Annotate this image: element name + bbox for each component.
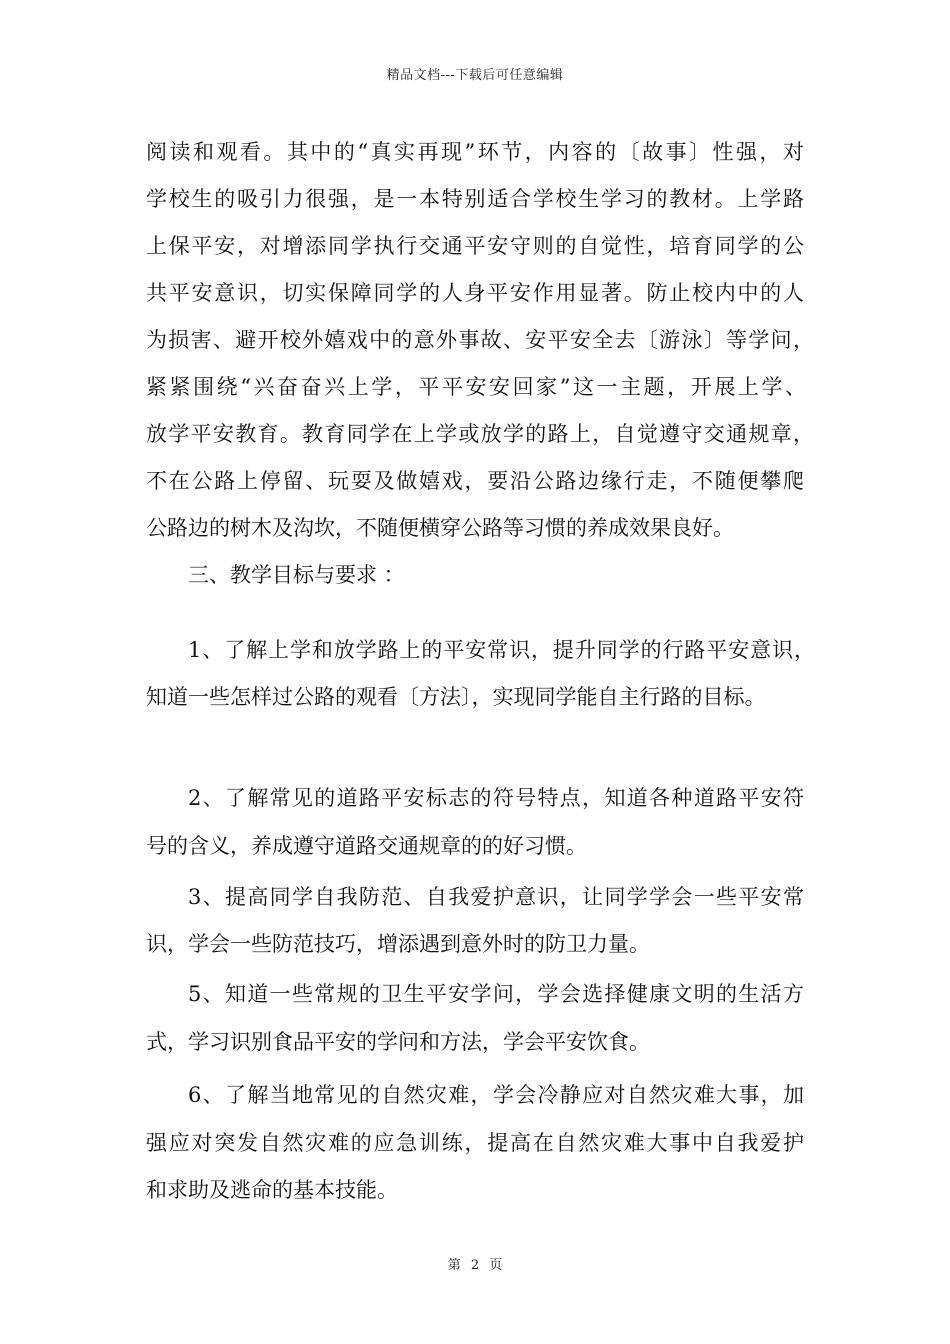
page-header: 精品文档---下载后可任意编辑 bbox=[386, 68, 564, 83]
text-line: 和求助及逃命的基本技能。 bbox=[146, 1178, 398, 1202]
text-line: 阅读和观看。其中的“真实再现”环节，内容的〔故事〕性强，对 bbox=[146, 140, 804, 164]
text-line: 6、了解当地常见的自然灾难，学会冷静应对自然灾难大事，加 bbox=[188, 1083, 804, 1107]
text-line: 识，学会一些防范技巧，增添遇到意外时的防卫力量。 bbox=[146, 932, 650, 956]
text-line: 放学平安教育。教育同学在上学或放学的路上，自觉遵守交通规章， bbox=[146, 422, 814, 446]
page-number: 第 2 页 bbox=[447, 1258, 503, 1273]
text-line: 号的含义，养成遵守道路交通规章的的好习惯。 bbox=[146, 834, 587, 858]
text-line: 1、了解上学和放学路上的平安常识，提升同学的行路平安意识， bbox=[188, 638, 815, 662]
text-line: 知道一些怎样过公路的观看〔方法〕，实现同学能自主行路的目标。 bbox=[146, 685, 766, 709]
text-line: 3、提高同学自我防范、自我爱护意识，让同学学会一些平安常 bbox=[188, 885, 804, 909]
text-line: 为损害、避开校外嬉戏中的意外事故、安平安全去〔游泳〕等学问， bbox=[146, 328, 814, 352]
text-line: 不在公路上停留、玩耍及做嬉戏，要沿公路边缘行走，不随便攀爬 bbox=[146, 469, 804, 493]
text-line: 公路边的树木及沟坎，不随便横穿公路等习惯的养成效果良好。 bbox=[146, 516, 734, 540]
text-line: 共平安意识，切实保障同学的人身平安作用显著。防止校内中的人 bbox=[146, 281, 804, 305]
text-line: 学校生的吸引力很强，是一本特别适合学校生学习的教材。上学路 bbox=[146, 187, 804, 211]
text-line: 强应对突发自然灾难的应急训练，提高在自然灾难大事中自我爱护 bbox=[146, 1131, 804, 1155]
section-heading: 三、教学目标与要求 ： bbox=[188, 563, 405, 587]
text-line: 2、了解常见的道路平安标志的符号特点，知道各种道路平安符 bbox=[188, 786, 804, 810]
text-line: 紧紧围绕“兴奋奋兴上学，平平安安回家”这一主题，开展上学、 bbox=[146, 375, 806, 399]
text-line: 上保平安，对增添同学执行交通平安守则的自觉性，培育同学的公 bbox=[146, 234, 804, 258]
text-line: 式，学习识别食品平安的学问和方法，学会平安饮食。 bbox=[146, 1030, 650, 1054]
text-line: 5、知道一些常规的卫生平安学问，学会选择健康文明的生活方 bbox=[188, 982, 804, 1006]
